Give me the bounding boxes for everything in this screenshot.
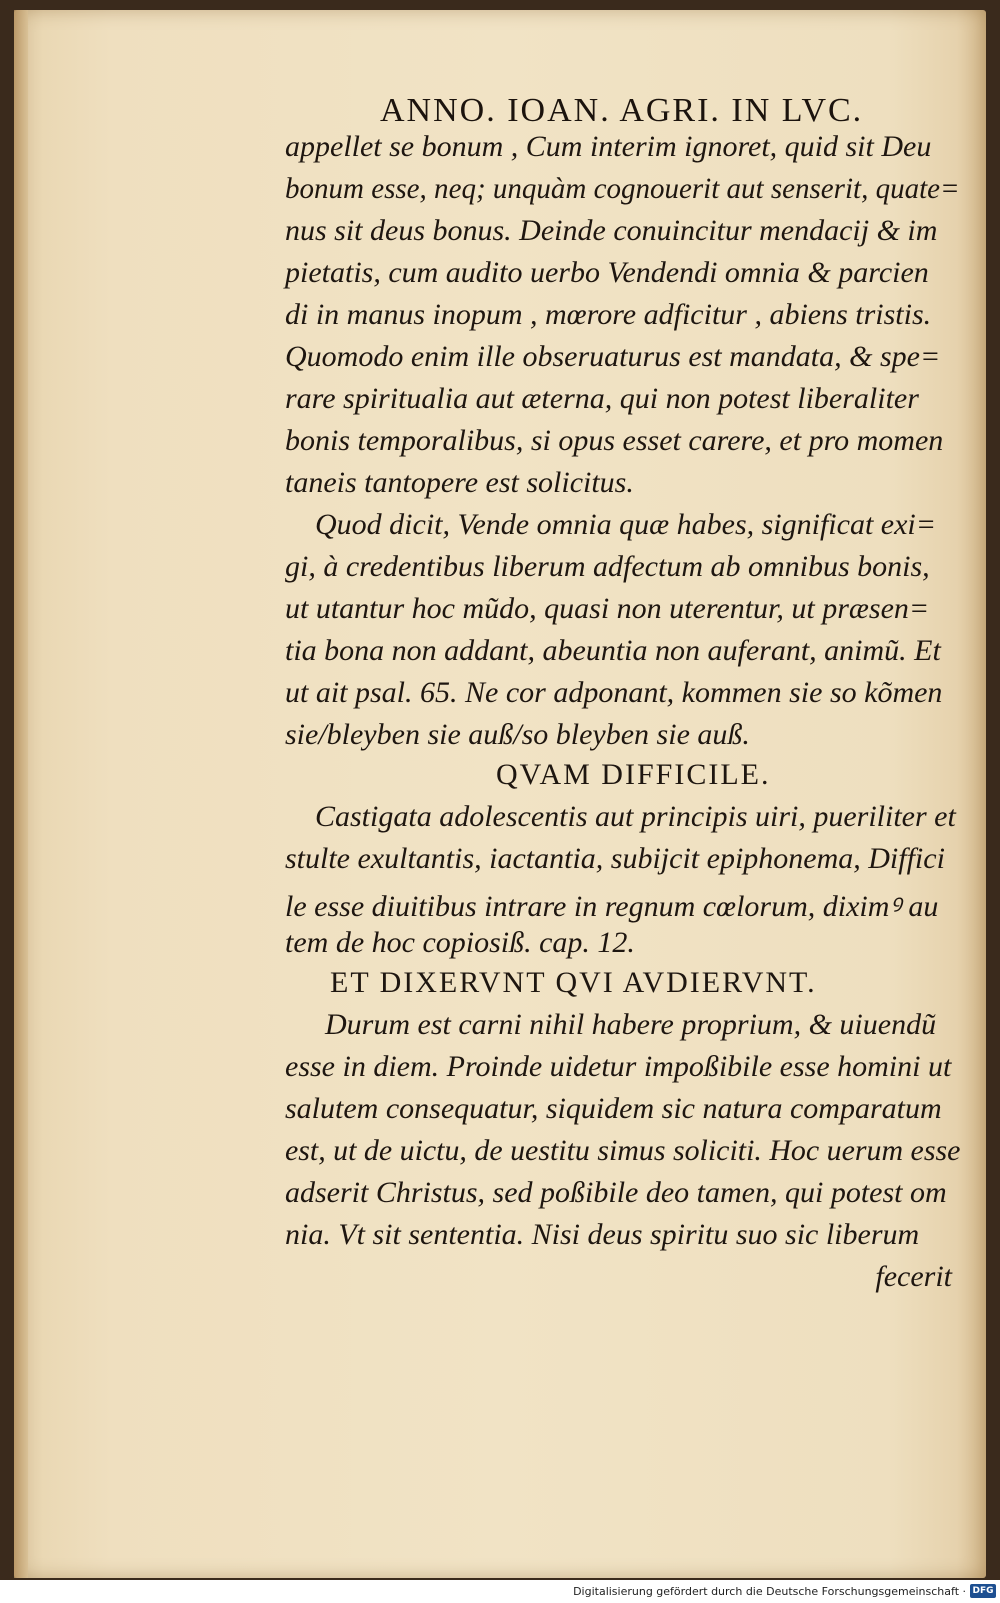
text-line: bonum esse, neq; unquàm cognouerit aut senserit, quate= — [285, 172, 960, 205]
text-line: adserit Christus, sed poßibile deo tamen, qui potest om — [285, 1176, 947, 1209]
text-line: tem de hoc copiosiß. cap. 12. — [285, 926, 635, 959]
text-line: ut utantur hoc mũdo, quasi non uterentur, ut præsen= — [285, 592, 930, 625]
text-line: salutem consequatur, siquidem sic natura comparatum — [285, 1092, 942, 1125]
text-line: tia bona non addant, abeuntia non auferant, animũ. Et — [285, 634, 941, 667]
section-heading: QVAM DIFFICILE. — [496, 758, 771, 791]
running-head: ANNO. IOAN. AGRI. IN LVC. — [380, 92, 864, 129]
text-line: nus sit deus bonus. Deinde conuincitur mendacij & im — [285, 214, 938, 247]
dfg-logo: DFG — [970, 1584, 996, 1598]
text-line: le esse diuitibus intrare in regnum cœlorum, diximꝰ au — [285, 890, 939, 923]
text-line: Quomodo enim ille obseruaturus est mandata, & spe= — [285, 340, 941, 373]
text-line: esse in diem. Proinde uidetur impoßibile esse homini ut — [285, 1050, 952, 1083]
text-line: taneis tantopere est solicitus. — [285, 466, 634, 499]
text-line: rare spiritualia aut æterna, qui non potest liberaliter — [285, 382, 919, 415]
footer-credit: Digitalisierung gefördert durch die Deutsche Forschungsgemeinschaft · — [573, 1585, 966, 1598]
text-line: Castigata adolescentis aut principis uiri, pueriliter et — [315, 800, 956, 833]
text-line: sie/bleyben sie auß/so bleyben sie auß. — [285, 718, 750, 751]
page-gutter-edge — [14, 10, 28, 1578]
text-line: stulte exultantis, iactantia, subijcit epiphonema, Diffici — [285, 842, 945, 875]
text-line: ut ait psal. 65. Ne cor adponant, kommen sie so kõmen — [285, 676, 943, 709]
text-line: est, ut de uictu, de uestitu simus soliciti. Hoc uerum esse — [285, 1134, 961, 1167]
catchword: fecerit — [875, 1260, 952, 1293]
text-line: bonis temporalibus, si opus esset carere, et pro momen — [285, 424, 944, 457]
text-line: Quod dicit, Vende omnia quæ habes, significat exi= — [315, 508, 936, 541]
text-line: nia. Vt sit sententia. Nisi deus spiritu suo sic liberum — [285, 1218, 920, 1251]
text-line: gi, à credentibus liberum adfectum ab omnibus bonis, — [285, 550, 930, 583]
text-line: di in manus inopum , mœrore adficitur , abiens tristis. — [285, 298, 932, 331]
text-line: Durum est carni nihil habere proprium, & uiuendũ — [325, 1008, 937, 1041]
text-line: appellet se bonum , Cum interim ignoret, quid sit Deu — [285, 130, 932, 163]
text-line: pietatis, cum audito uerbo Vendendi omnia & parcien — [285, 256, 929, 289]
section-heading: ET DIXERVNT QVI AVDIERVNT. — [330, 966, 817, 999]
